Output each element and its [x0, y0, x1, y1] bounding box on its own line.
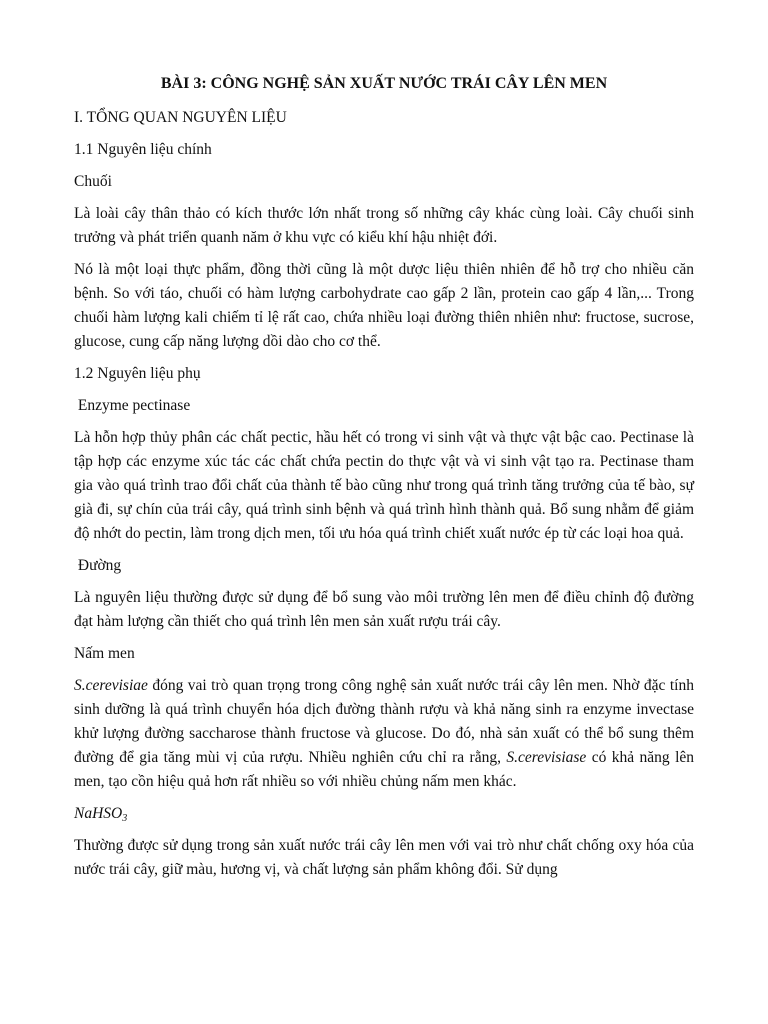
chemical-formula: NaHSO — [74, 805, 123, 822]
subsection-heading-main-materials: 1.1 Nguyên liệu chính — [74, 141, 212, 158]
item-heading-sugar: Đường — [74, 557, 122, 574]
document-page — [74, 72, 694, 890]
item-heading-pectinase: Enzyme pectinase — [74, 397, 191, 414]
banana-paragraph-1: Là loài cây thân thảo có kích thước lớn nhất trong số những cây khác cùng loài. Cây chuối sinh trưởng và phát triển quanh năm ở khu vực có kiểu khí hậu nhiệt đới. — [74, 205, 694, 246]
chemical-subscript: 3 — [122, 813, 128, 824]
yeast-text-2: có khả năng lên men, tạo cồn hiệu quả hơn rất nhiều so với nhiều chủng nấm men khác. — [74, 749, 695, 790]
species-name: S.cerevisiae — [74, 677, 148, 694]
item-heading-yeast: Nấm men — [74, 645, 135, 662]
sugar-paragraph: Là nguyên liệu thường được sử dụng để bổ sung vào môi trường lên men để điều chỉnh độ đường đạt hàm lượng cần thiết cho quá trình lên men sản xuất rượu trái cây. — [74, 589, 694, 630]
subsection-heading-secondary-materials: 1.2 Nguyên liệu phụ — [74, 365, 201, 382]
item-heading-banana: Chuối — [74, 173, 112, 190]
section-heading-overview: I. TỔNG QUAN NGUYÊN LIỆU — [74, 109, 287, 126]
item-heading-nahso3 — [74, 802, 694, 826]
yeast-paragraph — [74, 674, 694, 794]
page-title: BÀI 3: CÔNG NGHỆ SẢN XUẤT NƯỚC TRÁI CÂY LÊN MEN — [160, 75, 608, 92]
banana-paragraph-2: Nó là một loại thực phẩm, đồng thời cũng là một dược liệu thiên nhiên để hỗ trợ cho nhiều căn bệnh. So với táo, chuối có hàm lượng carbohydrate cao gấp 2 lần, protein cao gấp 4 lần,... Trong chuối hàm lượng kali chiếm tỉ lệ rất cao, chứa nhiều loại đường thiên nhiên như: fructose, sucrose, glucose, cung cấp năng lượng dồi dào cho cơ thể. — [74, 261, 694, 350]
yeast-text-1: đóng vai trò quan trọng trong công nghệ sản xuất nước trái cây lên men. Nhờ đặc tính sinh dưỡng là quá trình chuyển hóa dịch đường thành rượu và khả năng sinh ra enzyme invectase khử lượng đường saccharose thành fructose và glucose. Do đó, nhà sản xuất có thể bổ sung thêm đường để gia tăng mùi vị của rượu. Nhiều nghiên cứu chỉ ra rằng, — [74, 677, 694, 766]
species-name-2: S.cerevisiase — [506, 749, 587, 766]
nahso3-paragraph: Thường được sử dụng trong sản xuất nước trái cây lên men với vai trò như chất chống oxy hóa của nước trái cây, giữ màu, hương vị, và chất lượng sản phẩm không đổi. Sử dụng — [74, 837, 694, 878]
pectinase-paragraph: Là hỗn hợp thủy phân các chất pectic, hầu hết có trong vi sinh vật và thực vật bậc cao. Pectinase là tập hợp các enzyme xúc tác các chất chứa pectin do thực vật và vi sinh vật tạo ra. Pectinase tham gia vào quá trình trao đổi chất của thành tế bào cũng như trong quá trình tăng trưởng của tế bào, sự già đi, sự chín của trái cây, quá trình sinh bệnh và quá trình hình thành quả. Bổ sung nhằm để giảm độ nhớt do pectin, làm trong dịch men, tối ưu hóa quá trình chiết xuất nước ép từ các loại hoa quả. — [74, 429, 694, 542]
